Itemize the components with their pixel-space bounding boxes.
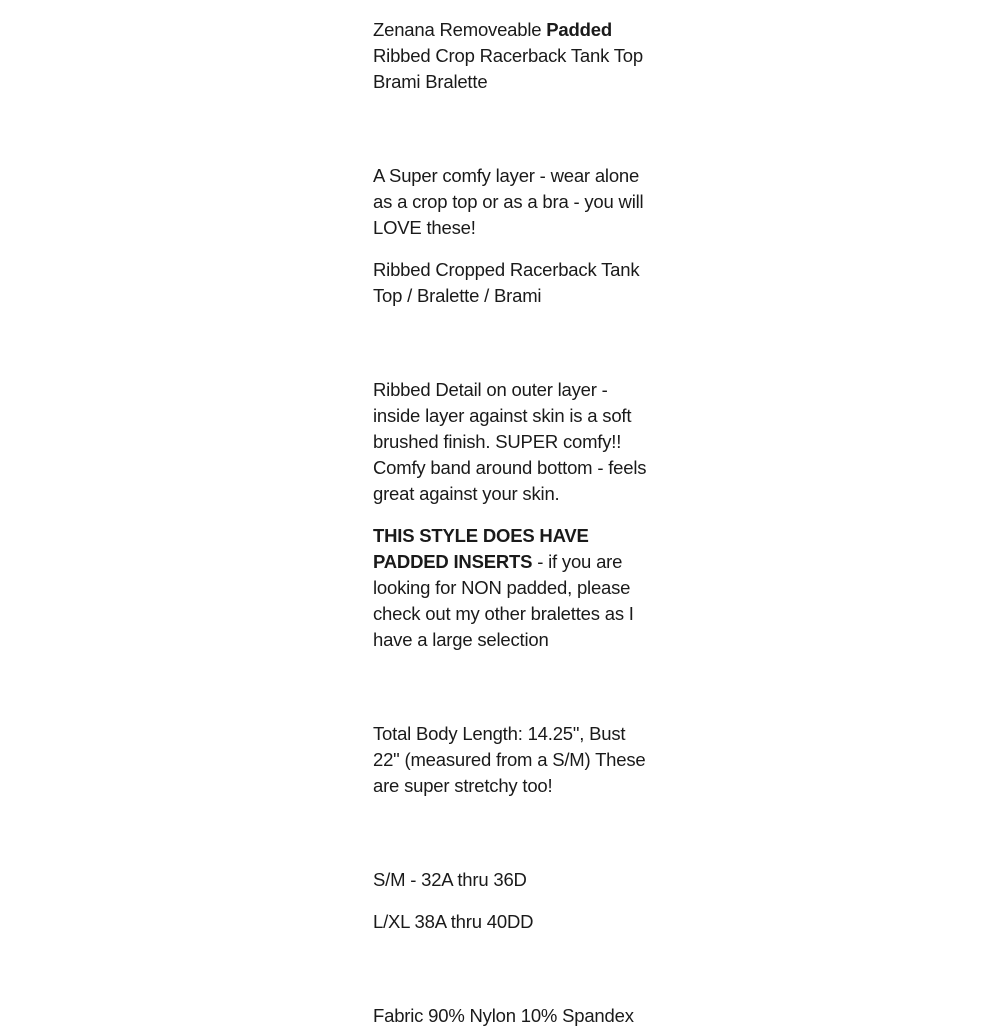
padded-notice-text: - if you are looking for NON padded, please check out my other bralettes as I have a large selection [373, 551, 634, 650]
title-text-start: Zenana Removeable [373, 19, 547, 40]
detail-paragraph: Ribbed Detail on outer layer - inside layer against skin is a soft brushed finish. SUPER comfy!! Comfy band around bottom - feels great against your skin. [373, 379, 647, 504]
title-text-end: Ribbed Crop Racerback Tank Top Brami Bralette [373, 45, 643, 92]
padded-notice-bold: THIS STYLE DOES HAVE PADDED INSERTS [373, 525, 589, 572]
intro-paragraph: A Super comfy layer - wear alone as a crop top or as a bra - you will LOVE these! [373, 165, 644, 238]
measurements-paragraph: Total Body Length: 14.25", Bust 22" (measured from a S/M) These are super stretchy too! [373, 723, 646, 796]
title-text-bold: Padded [546, 19, 612, 40]
padded-notice-paragraph [373, 523, 653, 653]
size-line-sm: S/M - 32A thru 36D [373, 869, 527, 890]
fabric-paragraph: Fabric 90% Nylon 10% Spandex [373, 1005, 634, 1026]
listing-title [373, 17, 653, 95]
size-line-lxl: L/XL 38A thru 40DD [373, 911, 534, 932]
listing-description [373, 17, 653, 1029]
style-name-paragraph: Ribbed Cropped Racerback Tank Top / Bralette / Brami [373, 259, 640, 306]
